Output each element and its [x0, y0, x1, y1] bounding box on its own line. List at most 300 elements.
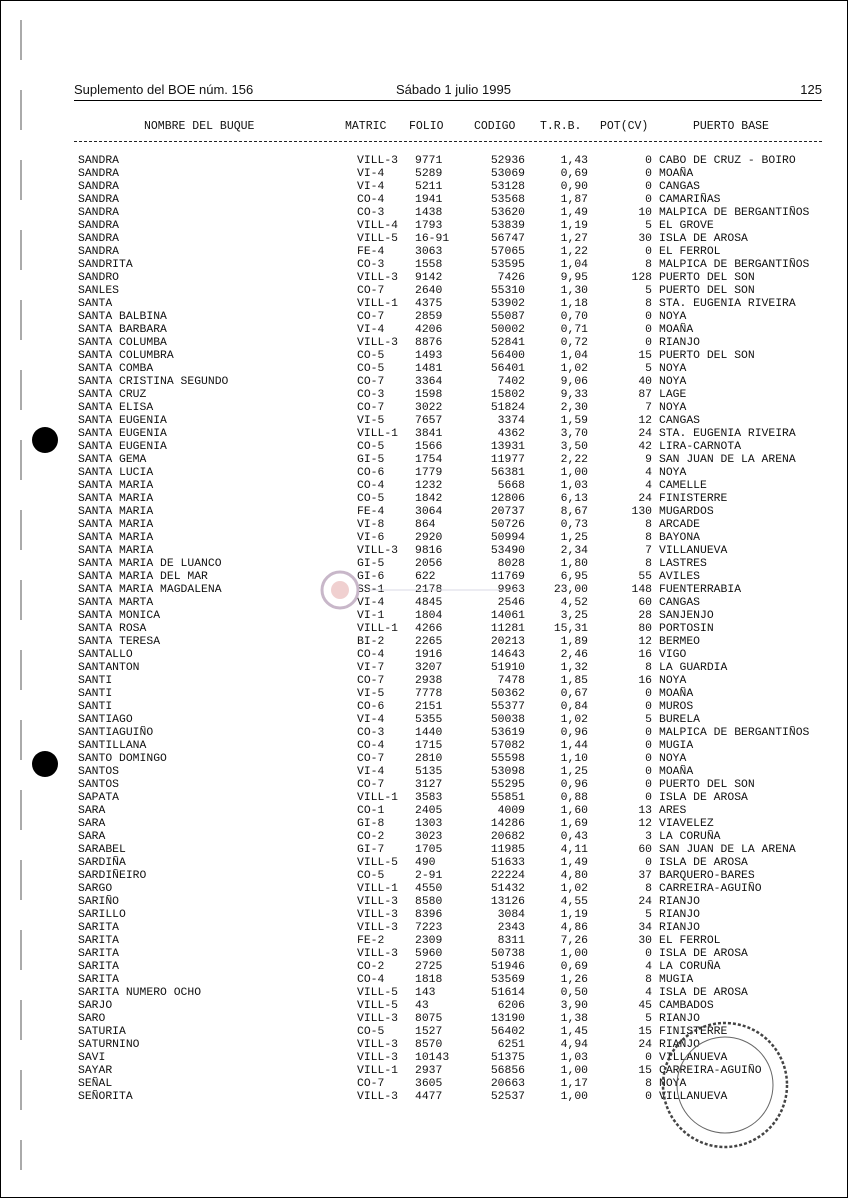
- table-row: [0, 454, 850, 467]
- code-cell: 6251: [497, 1039, 525, 1051]
- folio-cell: 43: [415, 1000, 429, 1012]
- home-port-cell: PUERTO DEL SON: [659, 272, 755, 284]
- code-cell: 11769: [490, 571, 525, 583]
- code-cell: 13126: [490, 896, 525, 908]
- vessel-name-cell: SANTA: [78, 298, 113, 310]
- tonnage-cell: 0,84: [560, 701, 588, 713]
- table-row: [0, 220, 850, 233]
- power-cell: 3: [645, 831, 652, 843]
- power-cell: 0: [645, 766, 652, 778]
- tonnage-cell: 1,85: [560, 675, 588, 687]
- folio-cell: 3583: [415, 792, 443, 804]
- power-cell: 45: [638, 1000, 652, 1012]
- home-port-cell: EL FERROL: [659, 935, 721, 947]
- code-cell: 50002: [490, 324, 525, 336]
- bulletin-title: Suplemento del BOE núm. 156: [74, 82, 254, 97]
- code-cell: 53490: [490, 545, 525, 557]
- registration-cell: VI-6: [357, 532, 385, 544]
- folio-cell: 8075: [415, 1013, 443, 1025]
- code-cell: 57065: [490, 246, 525, 258]
- power-cell: 8: [645, 519, 652, 531]
- folio-cell: 4477: [415, 1091, 443, 1103]
- table-row: [0, 818, 850, 831]
- folio-cell: 9816: [415, 545, 443, 557]
- folio-cell: 1793: [415, 220, 443, 232]
- home-port-cell: PUERTO DEL SON: [659, 779, 755, 791]
- vessel-name-cell: SANTI: [78, 675, 113, 687]
- home-port-cell: MUGIA: [659, 740, 694, 752]
- power-cell: 5: [645, 285, 652, 297]
- table-row: [0, 727, 850, 740]
- code-cell: 55598: [490, 753, 525, 765]
- folio-cell: 3127: [415, 779, 443, 791]
- code-cell: 14061: [490, 610, 525, 622]
- registration-cell: CO-7: [357, 402, 385, 414]
- tonnage-cell: 1,17: [560, 1078, 588, 1090]
- tonnage-cell: 1,30: [560, 285, 588, 297]
- tonnage-cell: 1,43: [560, 155, 588, 167]
- code-cell: 51432: [490, 883, 525, 895]
- folio-cell: 1804: [415, 610, 443, 622]
- registration-cell: FE-2: [357, 935, 385, 947]
- vessel-name-cell: SANTA ROSA: [78, 623, 147, 635]
- folio-cell: 3364: [415, 376, 443, 388]
- power-cell: 0: [645, 688, 652, 700]
- registration-cell: VILL-5: [357, 857, 399, 869]
- folio-cell: 2640: [415, 285, 443, 297]
- registration-cell: BI-2: [357, 636, 385, 648]
- power-cell: 16: [638, 675, 652, 687]
- code-cell: 22224: [490, 870, 525, 882]
- vessel-name-cell: SANDRA: [78, 181, 120, 193]
- home-port-cell: CABO DE CRUZ - BOIRO: [659, 155, 796, 167]
- vessel-name-cell: SANDRA: [78, 155, 120, 167]
- home-port-cell: MALPICA DE BERGANTIÑOS: [659, 259, 810, 271]
- registration-cell: CO-7: [357, 285, 385, 297]
- home-port-cell: CAMARIÑAS: [659, 194, 721, 206]
- home-port-cell: MOAÑA: [659, 168, 694, 180]
- code-cell: 52936: [490, 155, 525, 167]
- power-cell: 30: [638, 935, 652, 947]
- power-cell: 0: [645, 168, 652, 180]
- tonnage-cell: 4,52: [560, 597, 588, 609]
- code-cell: 55310: [490, 285, 525, 297]
- registration-cell: FE-4: [357, 246, 385, 258]
- vessel-name-cell: SARITA: [78, 922, 120, 934]
- tonnage-cell: 0,50: [560, 987, 588, 999]
- tonnage-cell: 1,32: [560, 662, 588, 674]
- registration-cell: CO-3: [357, 389, 385, 401]
- tonnage-cell: 1,00: [560, 1091, 588, 1103]
- tonnage-cell: 1,10: [560, 753, 588, 765]
- power-cell: 0: [645, 1052, 652, 1064]
- tonnage-cell: 0,96: [560, 779, 588, 791]
- registration-cell: VILL-3: [357, 155, 399, 167]
- home-port-cell: ISLA DE AROSA: [659, 792, 748, 804]
- folio-cell: 5960: [415, 948, 443, 960]
- table-row: [0, 805, 850, 818]
- registration-cell: CO-4: [357, 649, 385, 661]
- power-cell: 24: [638, 428, 652, 440]
- vessel-name-cell: SAPATA: [78, 792, 120, 804]
- registration-cell: VILL-1: [357, 883, 399, 895]
- folio-cell: 3063: [415, 246, 443, 258]
- home-port-cell: LA CORUÑA: [659, 831, 721, 843]
- tonnage-cell: 2,30: [560, 402, 588, 414]
- vessel-name-cell: SARA: [78, 831, 106, 843]
- vessel-name-cell: SANDRA: [78, 194, 120, 206]
- folio-cell: 2937: [415, 1065, 443, 1077]
- code-cell: 55087: [490, 311, 525, 323]
- code-cell: 6206: [497, 1000, 525, 1012]
- tonnage-cell: 1,25: [560, 532, 588, 544]
- code-cell: 9963: [497, 584, 525, 596]
- code-cell: 14286: [490, 818, 525, 830]
- vessel-name-cell: SANTA MARIA MAGDALENA: [78, 584, 222, 596]
- vessel-name-cell: SANTA MARIA: [78, 519, 154, 531]
- vessel-name-cell: SARABEL: [78, 844, 126, 856]
- tonnage-cell: 3,50: [560, 441, 588, 453]
- table-row: [0, 987, 850, 1000]
- power-cell: 0: [645, 246, 652, 258]
- code-cell: 20737: [490, 506, 525, 518]
- home-port-cell: ISLA DE AROSA: [659, 857, 748, 869]
- vessel-name-cell: SANTOS: [78, 766, 120, 778]
- home-port-cell: CAMELLE: [659, 480, 707, 492]
- folio-cell: 1303: [415, 818, 443, 830]
- code-cell: 15802: [490, 389, 525, 401]
- registration-cell: CO-3: [357, 207, 385, 219]
- folio-cell: 1818: [415, 974, 443, 986]
- registration-cell: VILL-5: [357, 987, 399, 999]
- scan-edge-mark: [20, 20, 22, 1170]
- code-cell: 20663: [490, 1078, 525, 1090]
- home-port-cell: CANGAS: [659, 181, 701, 193]
- folio-cell: 2405: [415, 805, 443, 817]
- code-cell: 14643: [490, 649, 525, 661]
- vessel-name-cell: SANLES: [78, 285, 120, 297]
- code-cell: 7478: [497, 675, 525, 687]
- table-row: [0, 675, 850, 688]
- power-cell: 5: [645, 363, 652, 375]
- tonnage-cell: 2,22: [560, 454, 588, 466]
- registration-cell: VILL-3: [357, 896, 399, 908]
- registration-cell: VI-5: [357, 688, 385, 700]
- home-port-cell: NOYA: [659, 376, 687, 388]
- tonnage-cell: 1,22: [560, 246, 588, 258]
- power-cell: 9: [645, 454, 652, 466]
- registration-cell: GI-8: [357, 818, 385, 830]
- power-cell: 8: [645, 558, 652, 570]
- home-port-cell: BURELA: [659, 714, 701, 726]
- table-row: [0, 389, 850, 402]
- table-row: [0, 857, 850, 870]
- registration-cell: VI-5: [357, 415, 385, 427]
- vessel-name-cell: SARITA: [78, 961, 120, 973]
- home-port-cell: FUENTERRABIA: [659, 584, 742, 596]
- code-cell: 53619: [490, 727, 525, 739]
- home-port-cell: CANGAS: [659, 597, 701, 609]
- code-cell: 53620: [490, 207, 525, 219]
- power-cell: 15: [638, 350, 652, 362]
- tonnage-cell: 1,45: [560, 1026, 588, 1038]
- vessel-name-cell: SATURNINO: [78, 1039, 140, 1051]
- power-cell: 60: [638, 597, 652, 609]
- registration-cell: CO-2: [357, 961, 385, 973]
- column-header-trb: T.R.B.: [540, 120, 582, 133]
- home-port-cell: MALPICA DE BERGANTIÑOS: [659, 207, 810, 219]
- power-cell: 4: [645, 480, 652, 492]
- registration-cell: CO-7: [357, 753, 385, 765]
- header-rule: [74, 100, 822, 101]
- power-cell: 128: [631, 272, 652, 284]
- registration-cell: CO-3: [357, 259, 385, 271]
- folio-cell: 1842: [415, 493, 443, 505]
- power-cell: 34: [638, 922, 652, 934]
- tonnage-cell: 0,96: [560, 727, 588, 739]
- code-cell: 56381: [490, 467, 525, 479]
- tonnage-cell: 1,03: [560, 480, 588, 492]
- tonnage-cell: 1,19: [560, 909, 588, 921]
- home-port-cell: RIANJO: [659, 1013, 701, 1025]
- code-cell: 50362: [490, 688, 525, 700]
- table-row: [0, 545, 850, 558]
- folio-cell: 3064: [415, 506, 443, 518]
- home-port-cell: NOYA: [659, 753, 687, 765]
- vessel-name-cell: SANTA MARIA: [78, 480, 154, 492]
- home-port-cell: RIANJO: [659, 1039, 701, 1051]
- home-port-cell: LA GUARDIA: [659, 662, 728, 674]
- home-port-cell: NOYA: [659, 402, 687, 414]
- power-cell: 8: [645, 298, 652, 310]
- code-cell: 56856: [490, 1065, 525, 1077]
- table-row: [0, 285, 850, 298]
- vessel-name-cell: SARITA: [78, 948, 120, 960]
- vessel-name-cell: SARITA: [78, 935, 120, 947]
- power-cell: 8: [645, 662, 652, 674]
- tonnage-cell: 0,90: [560, 181, 588, 193]
- vessel-name-cell: SARO: [78, 1013, 106, 1025]
- table-row: [0, 363, 850, 376]
- code-cell: 8028: [497, 558, 525, 570]
- home-port-cell: VILLANUEVA: [659, 1052, 728, 1064]
- column-header-pot: POT(CV): [600, 120, 649, 133]
- code-cell: 51614: [490, 987, 525, 999]
- power-cell: 148: [631, 584, 652, 596]
- registration-cell: GI-7: [357, 844, 385, 856]
- registration-cell: CO-5: [357, 1026, 385, 1038]
- vessel-name-cell: SEÑORITA: [78, 1091, 133, 1103]
- registration-cell: VILL-3: [357, 922, 399, 934]
- code-cell: 55377: [490, 701, 525, 713]
- vessel-name-cell: SANTA MARIA DEL MAR: [78, 571, 208, 583]
- table-row: [0, 493, 850, 506]
- tonnage-cell: 0,88: [560, 792, 588, 804]
- code-cell: 53569: [490, 974, 525, 986]
- tonnage-cell: 23,00: [553, 584, 588, 596]
- vessel-name-cell: SANTOS: [78, 779, 120, 791]
- code-cell: 51946: [490, 961, 525, 973]
- table-row: [0, 701, 850, 714]
- tonnage-cell: 1,02: [560, 363, 588, 375]
- folio-cell: 3023: [415, 831, 443, 843]
- power-cell: 0: [645, 311, 652, 323]
- table-row: [0, 740, 850, 753]
- registration-cell: CO-7: [357, 1078, 385, 1090]
- folio-cell: 1527: [415, 1026, 443, 1038]
- tonnage-cell: 8,67: [560, 506, 588, 518]
- registration-cell: CO-5: [357, 493, 385, 505]
- power-cell: 5: [645, 714, 652, 726]
- vessel-name-cell: SANTA MARIA: [78, 532, 154, 544]
- registration-cell: VILL-3: [357, 1052, 399, 1064]
- tonnage-cell: 1,69: [560, 818, 588, 830]
- power-cell: 130: [631, 506, 652, 518]
- folio-cell: 7223: [415, 922, 443, 934]
- table-row: [0, 272, 850, 285]
- vessel-table: [0, 155, 850, 1104]
- registration-cell: CO-6: [357, 467, 385, 479]
- folio-cell: 1232: [415, 480, 443, 492]
- power-cell: 0: [645, 792, 652, 804]
- tonnage-cell: 1,00: [560, 948, 588, 960]
- power-cell: 24: [638, 1039, 652, 1051]
- vessel-name-cell: SANTALLO: [78, 649, 133, 661]
- registration-cell: VI-4: [357, 714, 385, 726]
- code-cell: 2546: [497, 597, 525, 609]
- registration-cell: VILL-5: [357, 1000, 399, 1012]
- table-row: [0, 233, 850, 246]
- vessel-name-cell: SANDRA: [78, 246, 120, 258]
- registration-cell: VI-4: [357, 597, 385, 609]
- table-row: [0, 441, 850, 454]
- folio-cell: 2938: [415, 675, 443, 687]
- registration-cell: VILL-1: [357, 792, 399, 804]
- table-row: [0, 519, 850, 532]
- code-cell: 2343: [497, 922, 525, 934]
- table-row: [0, 415, 850, 428]
- vessel-name-cell: SANTA TERESA: [78, 636, 161, 648]
- vessel-name-cell: SANTA COLUMBRA: [78, 350, 174, 362]
- code-cell: 4362: [497, 428, 525, 440]
- power-cell: 87: [638, 389, 652, 401]
- table-row: [0, 662, 850, 675]
- vessel-name-cell: SANDRA: [78, 207, 120, 219]
- vessel-name-cell: SANTI: [78, 688, 113, 700]
- vessel-name-cell: SANTANTON: [78, 662, 140, 674]
- registration-cell: CO-4: [357, 974, 385, 986]
- code-cell: 53098: [490, 766, 525, 778]
- tonnage-cell: 0,43: [560, 831, 588, 843]
- code-cell: 50738: [490, 948, 525, 960]
- power-cell: 0: [645, 857, 652, 869]
- home-port-cell: MOAÑA: [659, 688, 694, 700]
- tonnage-cell: 0,73: [560, 519, 588, 531]
- vessel-name-cell: SANTA MARIA DE LUANCO: [78, 558, 222, 570]
- code-cell: 50726: [490, 519, 525, 531]
- code-cell: 20213: [490, 636, 525, 648]
- registration-cell: VILL-1: [357, 428, 399, 440]
- folio-cell: 2151: [415, 701, 443, 713]
- vessel-name-cell: SANTO DOMINGO: [78, 753, 167, 765]
- folio-cell: 1916: [415, 649, 443, 661]
- power-cell: 10: [638, 207, 652, 219]
- folio-cell: 8580: [415, 896, 443, 908]
- tonnage-cell: 1,00: [560, 1065, 588, 1077]
- tonnage-cell: 1,04: [560, 350, 588, 362]
- code-cell: 53595: [490, 259, 525, 271]
- registration-cell: CO-4: [357, 194, 385, 206]
- code-cell: 3084: [497, 909, 525, 921]
- vessel-name-cell: SANTA ELISA: [78, 402, 154, 414]
- power-cell: 55: [638, 571, 652, 583]
- home-port-cell: LIRA-CARNOTA: [659, 441, 742, 453]
- folio-cell: 8396: [415, 909, 443, 921]
- tonnage-cell: 1,89: [560, 636, 588, 648]
- tonnage-cell: 1,59: [560, 415, 588, 427]
- registration-cell: CO-5: [357, 363, 385, 375]
- table-row: [0, 402, 850, 415]
- table-row: [0, 974, 850, 987]
- tonnage-cell: 9,06: [560, 376, 588, 388]
- vessel-name-cell: SAYAR: [78, 1065, 113, 1077]
- power-cell: 7: [645, 545, 652, 557]
- registration-cell: VI-1: [357, 610, 385, 622]
- tonnage-cell: 1,25: [560, 766, 588, 778]
- tonnage-cell: 2,34: [560, 545, 588, 557]
- table-row: [0, 428, 850, 441]
- column-header-codigo: CODIGO: [474, 120, 516, 133]
- code-cell: 53902: [490, 298, 525, 310]
- registration-cell: CO-5: [357, 350, 385, 362]
- tonnage-cell: 1,49: [560, 857, 588, 869]
- power-cell: 12: [638, 415, 652, 427]
- folio-cell: 10143: [415, 1052, 450, 1064]
- tonnage-cell: 0,69: [560, 168, 588, 180]
- column-header-name: NOMBRE DEL BUQUE: [144, 120, 255, 133]
- tonnage-cell: 4,11: [560, 844, 588, 856]
- folio-cell: 1438: [415, 207, 443, 219]
- code-cell: 51824: [490, 402, 525, 414]
- table-row: [0, 831, 850, 844]
- code-cell: 13190: [490, 1013, 525, 1025]
- folio-cell: 1715: [415, 740, 443, 752]
- vessel-name-cell: SANTILLANA: [78, 740, 147, 752]
- vessel-name-cell: SARA: [78, 805, 106, 817]
- home-port-cell: MUGARDOS: [659, 506, 714, 518]
- home-port-cell: MALPICA DE BERGANTIÑOS: [659, 727, 810, 739]
- power-cell: 24: [638, 896, 652, 908]
- registration-cell: VILL-1: [357, 298, 399, 310]
- tonnage-cell: 3,70: [560, 428, 588, 440]
- folio-cell: 8876: [415, 337, 443, 349]
- power-cell: 4: [645, 987, 652, 999]
- table-row: [0, 753, 850, 766]
- registration-cell: CO-7: [357, 675, 385, 687]
- tonnage-cell: 2,46: [560, 649, 588, 661]
- code-cell: 55295: [490, 779, 525, 791]
- table-row: [0, 792, 850, 805]
- tonnage-cell: 1,19: [560, 220, 588, 232]
- power-cell: 16: [638, 649, 652, 661]
- registration-cell: CO-7: [357, 779, 385, 791]
- vessel-name-cell: SARIÑO: [78, 896, 120, 908]
- code-cell: 11977: [490, 454, 525, 466]
- power-cell: 8: [645, 974, 652, 986]
- home-port-cell: VILLANUEVA: [659, 1091, 728, 1103]
- column-header-matric: MATRIC: [345, 120, 387, 133]
- table-row: [0, 779, 850, 792]
